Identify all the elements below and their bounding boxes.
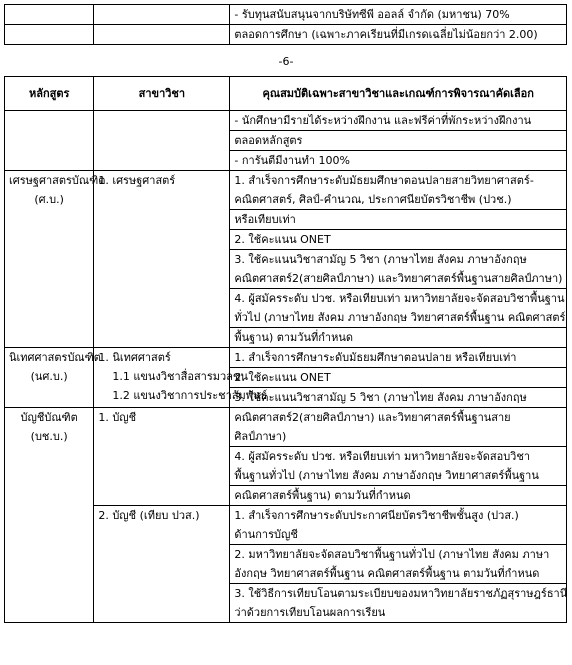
criteria-line: 3. ใช้วิธีการเทียบโอนตามระเบียบของมหาวิทยาลัยราชภัฏสุราษฎร์ธานี (234, 587, 568, 600)
criteria-line: คณิตศาสตร์, ศิลป์-คำนวณ, ประกาศนียบัตรวิชาชีพ (ปวช.) (234, 193, 512, 206)
criteria-cell (230, 584, 567, 623)
table-row (5, 111, 567, 131)
criteria-cell (230, 250, 567, 289)
criteria-line: พื้นฐาน) ตามวันที่กำหนด (230, 328, 567, 348)
program-abbr: (บช.บ.) (30, 430, 68, 443)
major-accounting-transfer: 2. บัญชี (เทียบ ปวส.) (94, 506, 230, 623)
program-economics (5, 171, 106, 348)
top-empty-cell-2 (94, 5, 230, 25)
page-number: -6- (278, 55, 294, 68)
empty-program-cell (5, 111, 94, 171)
criteria-line: 2. มหาวิทยาลัยจะจัดสอบวิชาพื้นฐานทั่วไป (ภาษาไทย สังคม ภาษา (234, 548, 550, 561)
major-accounting: 1. บัญชี (94, 408, 230, 506)
criteria-line: คณิตศาสตร์2(สายศิลป์ภาษา) และวิทยาศาสตร์พื้นฐานสายศิลป์ภาษา) (234, 272, 563, 285)
criteria-line: อังกฤษ วิทยาศาสตร์พื้นฐาน คณิตศาสตร์พื้นฐาน ตามวันที่กำหนด (234, 567, 540, 580)
program-name: บัญชีบัณฑิต (20, 411, 78, 424)
criteria-cell (230, 408, 567, 447)
top-empty-cell-1 (5, 5, 94, 25)
criteria-line: 3. ใช้คะแนนวิชาสามัญ 5 วิชา (ภาษาไทย สังคม ภาษาอังกฤษ (234, 253, 527, 266)
criteria-line: - นักศึกษามีรายได้ระหว่างฝึกงาน และฟรีค่าที่พักระหว่างฝึกงาน (230, 111, 567, 131)
criteria-line: คณิตศาสตร์2(สายศิลป์ภาษา) และวิทยาศาสตร์พื้นฐานสาย (234, 411, 511, 424)
criteria-line: 4. ผู้สมัครระดับ ปวช. หรือเทียบเท่า มหาวิทยาลัยจะจัดสอบวิชาพื้นฐาน (234, 292, 565, 305)
top-table (4, 4, 567, 45)
table-row (5, 408, 567, 447)
criteria-line: 1. สำเร็จการศึกษาระดับประกาศนียบัตรวิชาชีพชั้นสูง (ปวส.) (234, 509, 519, 522)
criteria-line: 2. ใช้คะแนน ONET (230, 368, 567, 388)
major-name: 1. นิเทศศาสตร์ (98, 351, 171, 364)
top-row-1: - รับทุนสนับสนุนจากบริษัทซีพี ออลล์ จำกัด (มหาชน) 70% (230, 5, 567, 25)
table-row (5, 171, 567, 210)
program-name: เศรษฐศาสตรบัณฑิต (9, 174, 106, 187)
criteria-line: พื้นฐานทั่วไป (ภาษาไทย สังคม ภาษาอังกฤษ วิทยาศาสตร์พื้นฐาน (234, 469, 539, 482)
table-row (5, 348, 567, 368)
program-communication (5, 348, 101, 408)
criteria-line: - การันตีมีงานทำ 100% (230, 151, 567, 171)
empty-major-cell (94, 111, 230, 171)
criteria-cell (230, 545, 567, 584)
criteria-line: ว่าด้วยการเทียบโอนผลการเรียน (234, 606, 386, 619)
header-major: สาขาวิชา (94, 77, 230, 111)
major-sub-mass-comm: 1.1 แขนงวิชาสื่อสารมวลชน (112, 370, 248, 383)
criteria-line: ศิลป์ภาษา) (234, 430, 287, 443)
criteria-cell (230, 171, 567, 210)
program-abbr: (ศ.บ.) (34, 193, 64, 206)
top-empty-cell-4 (94, 25, 230, 45)
criteria-line: 1. สำเร็จการศึกษาระดับมัธยมศึกษาตอนปลาย หรือเทียบเท่า (230, 348, 567, 368)
program-name: นิเทศศาสตรบัณฑิต (9, 351, 101, 364)
criteria-line: คณิตศาสตร์พื้นฐาน) ตามวันที่กำหนด (230, 486, 567, 506)
criteria-line: ทั่วไป (ภาษาไทย สังคม ภาษาอังกฤษ วิทยาศาสตร์พื้นฐาน คณิตศาสตร์ (234, 311, 566, 324)
criteria-cell (230, 289, 567, 328)
criteria-line: ตลอดหลักสูตร (230, 131, 567, 151)
program-accounting (5, 408, 94, 623)
major-sub-pr: 1.2 แขนงวิชาการประชาสัมพันธ์ (112, 389, 268, 402)
program-abbr: (นศ.บ.) (30, 370, 68, 383)
major-communication (94, 348, 268, 408)
header-criteria: คุณสมบัติเฉพาะสาขาวิชาและเกณฑ์การพิจารณาคัดเลือก (230, 77, 567, 111)
criteria-line: ด้านการบัญชี (234, 528, 298, 541)
top-row-2: ตลอดการศึกษา (เฉพาะภาคเรียนที่มีเกรดเฉลี่ยไม่น้อยกว่า 2.00) (230, 25, 567, 45)
criteria-line: 1. สำเร็จการศึกษาระดับมัธยมศึกษาตอนปลายสายวิทยาศาสตร์- (234, 174, 534, 187)
criteria-cell (230, 506, 567, 545)
criteria-cell (230, 447, 567, 486)
criteria-line: หรือเทียบเท่า (230, 210, 567, 230)
top-empty-cell-3 (5, 25, 94, 45)
major-economics: 1. เศรษฐศาสตร์ (94, 171, 230, 348)
header-row (5, 77, 567, 111)
criteria-line: 3. ใช้คะแนนวิชาสามัญ 5 วิชา (ภาษาไทย สังคม ภาษาอังกฤษ (230, 388, 567, 408)
criteria-line: 4. ผู้สมัครระดับ ปวช. หรือเทียบเท่า มหาวิทยาลัยจะจัดสอบวิชา (234, 450, 530, 463)
criteria-table (4, 76, 567, 623)
criteria-line: 2. ใช้คะแนน ONET (230, 230, 567, 250)
header-program: หลักสูตร (5, 77, 94, 111)
